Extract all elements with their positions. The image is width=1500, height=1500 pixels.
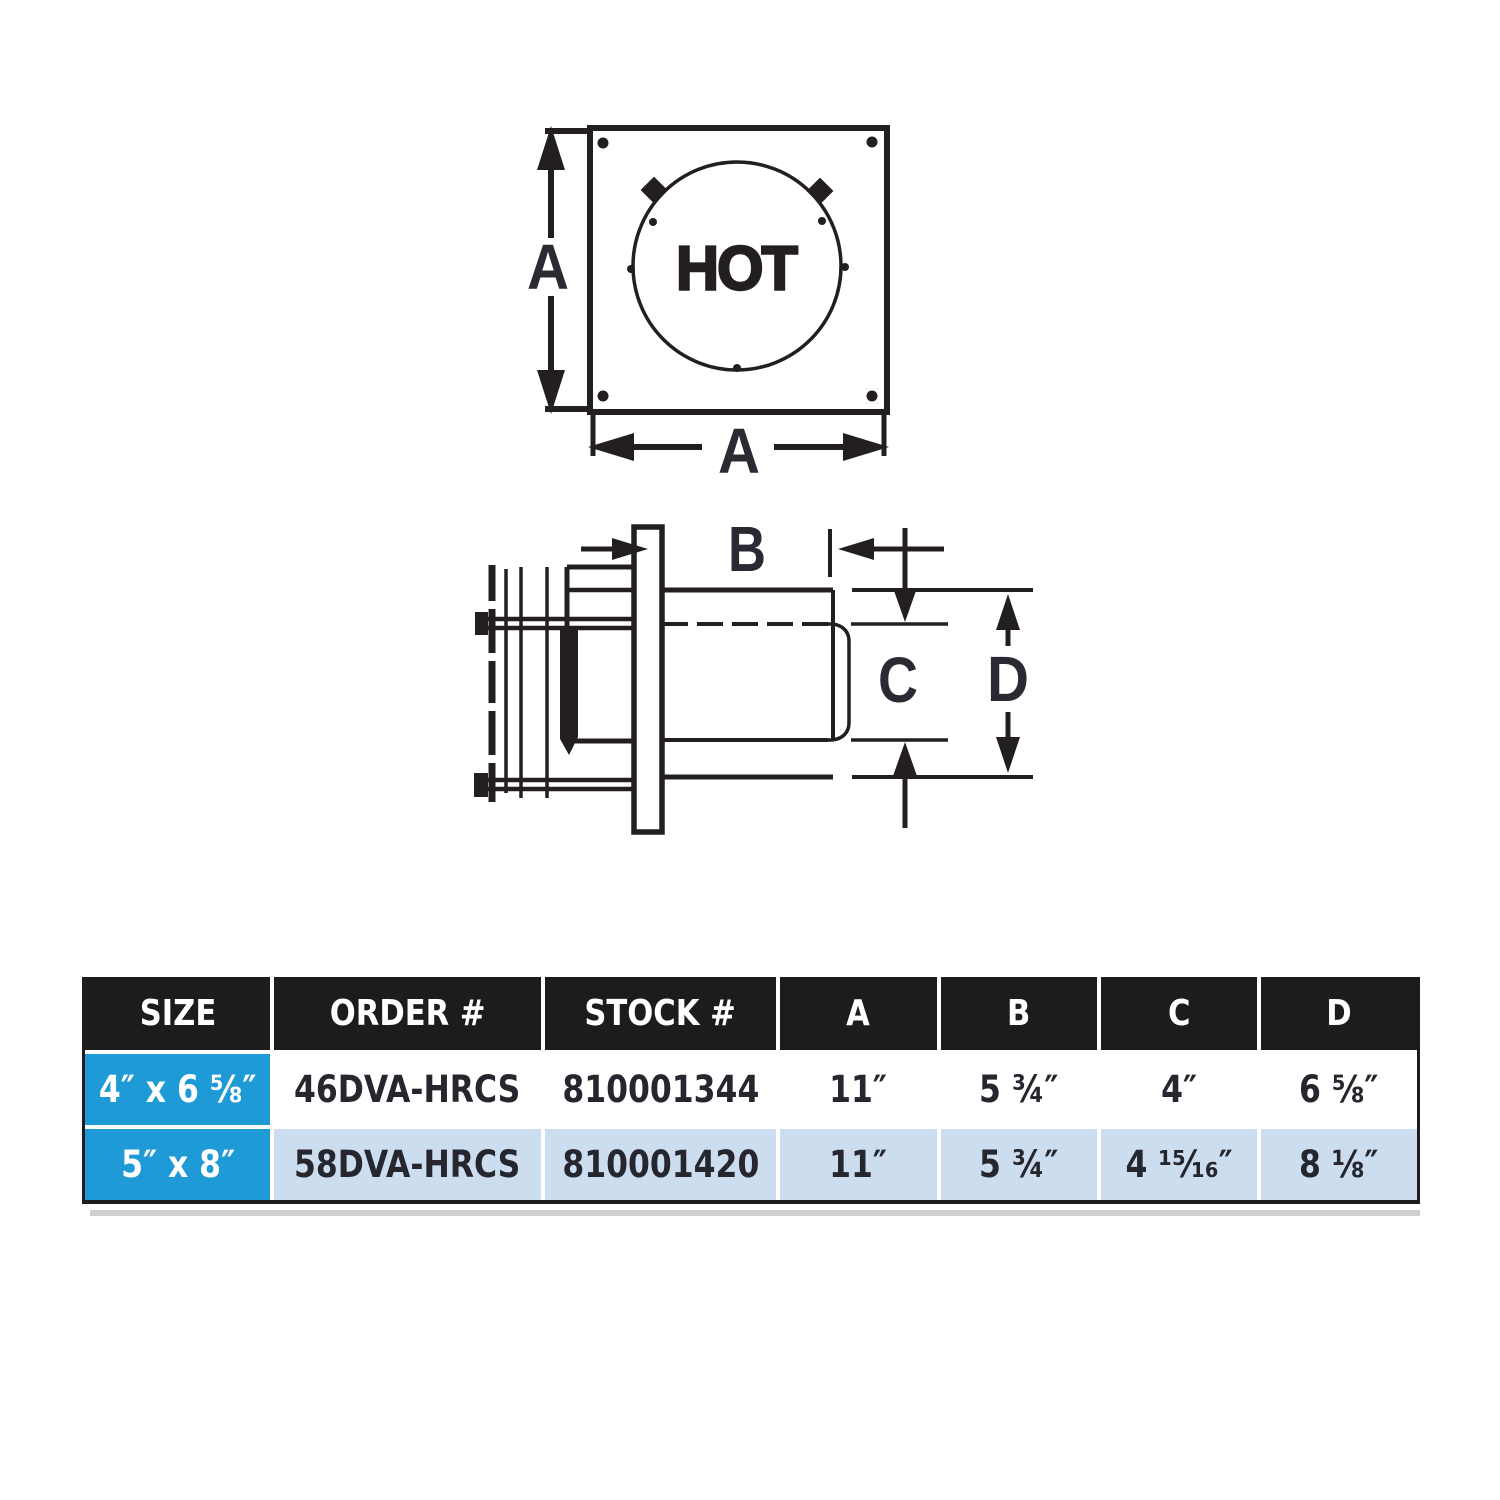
hot-stamp-text: HOT bbox=[676, 234, 799, 304]
header-cell-b: B bbox=[941, 977, 1097, 1050]
cell-a-row1: 11″ bbox=[780, 1054, 936, 1125]
pipe-body bbox=[662, 590, 849, 777]
arrow-up bbox=[996, 594, 1020, 630]
wall-layers bbox=[474, 565, 634, 802]
header-cell-a: A bbox=[780, 977, 936, 1050]
arrow-up bbox=[893, 742, 917, 776]
cell-b-row2: 5 ¾″ bbox=[941, 1129, 1097, 1200]
corner-screw bbox=[598, 391, 609, 402]
rim-rivet bbox=[818, 217, 826, 225]
header-cell-stock: STOCK # bbox=[545, 977, 777, 1050]
cell-stock-row1: 810001344 bbox=[545, 1054, 777, 1125]
dim-label-a-horizontal: A bbox=[718, 415, 760, 487]
cell-c-row2: 4 ¹⁵⁄₁₆″ bbox=[1101, 1129, 1257, 1200]
mounting-plate bbox=[634, 527, 662, 832]
rim-rivet bbox=[627, 265, 635, 273]
table-shadow bbox=[90, 1210, 1420, 1216]
corner-screw bbox=[598, 138, 609, 149]
spec-table bbox=[82, 977, 1420, 1204]
cell-stock-row2: 810001420 bbox=[545, 1129, 777, 1200]
cell-a-row2: 11″ bbox=[780, 1129, 936, 1200]
cell-size-row1: 4″ x 6 ⅝″ bbox=[85, 1054, 270, 1125]
header-cell-c: C bbox=[1101, 977, 1257, 1050]
header-cell-order: ORDER # bbox=[274, 977, 540, 1050]
dim-label-b: B bbox=[728, 513, 766, 585]
cell-size-row2: 5″ x 8″ bbox=[85, 1129, 270, 1200]
cell-c-row1: 4″ bbox=[1101, 1054, 1257, 1125]
cell-d-row2: 8 ⅛″ bbox=[1261, 1129, 1417, 1200]
header-cell-size: SIZE bbox=[85, 977, 270, 1050]
cell-d-row1: 6 ⅝″ bbox=[1261, 1054, 1417, 1125]
cell-order-row1: 46DVA-HRCS bbox=[274, 1054, 540, 1125]
dim-label-d: D bbox=[987, 643, 1029, 715]
rim-rivet bbox=[841, 263, 849, 271]
support-box bbox=[560, 567, 634, 755]
dim-label-c: C bbox=[878, 644, 918, 716]
rim-rivet bbox=[733, 364, 741, 372]
cell-order-row2: 58DVA-HRCS bbox=[274, 1129, 540, 1200]
dim-label-a-vertical: A bbox=[527, 231, 569, 303]
corner-screw bbox=[867, 391, 878, 402]
arrow-down bbox=[996, 737, 1020, 773]
arrow-left bbox=[838, 538, 874, 560]
corner-screw bbox=[867, 137, 878, 148]
gasket-bar bbox=[560, 627, 578, 755]
cell-b-row1: 5 ¾″ bbox=[941, 1054, 1097, 1125]
rim-rivet bbox=[649, 218, 657, 226]
header-cell-d: D bbox=[1261, 977, 1417, 1050]
arrow-down bbox=[893, 588, 917, 622]
